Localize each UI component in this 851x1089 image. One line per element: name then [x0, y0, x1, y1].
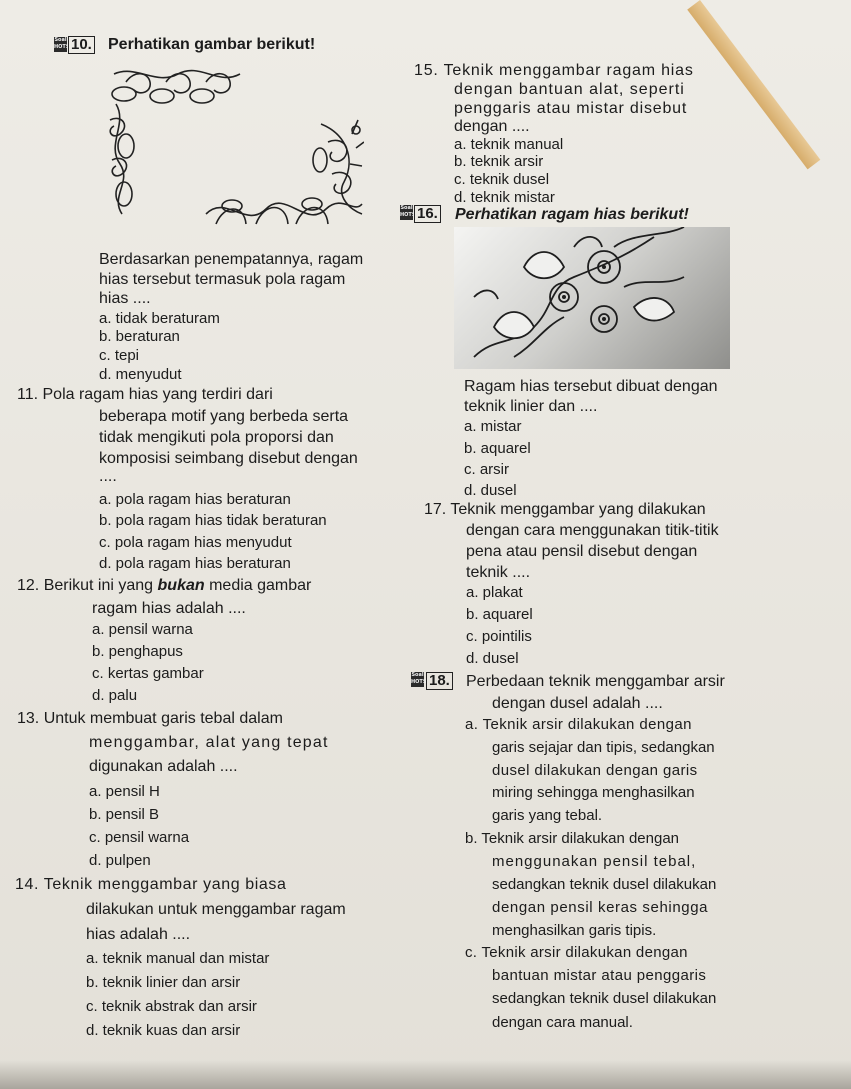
q18-prompt-line-1: Perbedaan teknik menggambar arsir: [466, 673, 725, 690]
q12-option-d[interactable]: d. palu: [92, 687, 138, 704]
q16-option-d[interactable]: d. dusel: [464, 482, 517, 499]
q13-option-a[interactable]: a. pensil H: [89, 783, 160, 800]
q18-option-c-line-3: sedangkan teknik dusel dilakukan: [492, 990, 717, 1007]
q10-option-b[interactable]: b. beraturan: [99, 328, 180, 345]
q15-text-line-2: dengan bantuan alat, seperti: [454, 81, 685, 98]
q18-option-a-line-2: garis sejajar dan tipis, sedangkan: [492, 739, 715, 756]
q17-option-d[interactable]: d. dusel: [466, 650, 519, 667]
q11-option-d[interactable]: d. pola ragam hias beraturan: [99, 555, 291, 572]
q18-option-a-line-1[interactable]: a. Teknik arsir dilakukan dengan: [465, 716, 692, 733]
q18-option-b-line-4: dengan pensil keras sehingga: [492, 899, 709, 916]
ornament-photo: [454, 227, 730, 369]
q18-option-c-line-1[interactable]: c. Teknik arsir dilakukan dengan: [465, 944, 688, 961]
q16-number: 16.: [414, 205, 441, 223]
q13-text-line-1: 13. Untuk membuat garis tebal dalam: [17, 710, 283, 727]
q16-option-b[interactable]: b. aquarel: [464, 440, 531, 457]
q10-text-line-3: hias ....: [99, 290, 151, 307]
q10-option-c[interactable]: c. tepi: [99, 347, 140, 364]
q14-option-d[interactable]: d. teknik kuas dan arsir: [86, 1022, 241, 1039]
q12-option-b[interactable]: b. penghapus: [92, 643, 183, 660]
q16-text-line-2: teknik linier dan ....: [464, 398, 598, 415]
q12-text-line-1: 12. Berikut ini yang bukan media gambar: [17, 577, 312, 594]
q18-option-b-line-5: menghasilkan garis tipis.: [492, 922, 657, 939]
q18-option-b-line-1[interactable]: b. Teknik arsir dilakukan dengan: [465, 830, 680, 847]
q11-text-line-2: beberapa motif yang berbeda serta: [99, 408, 349, 425]
q14-option-b[interactable]: b. teknik linier dan arsir: [86, 974, 241, 991]
corner-ornament-illustration: [106, 64, 364, 234]
q16-option-a[interactable]: a. mistar: [464, 418, 522, 435]
q10-option-a[interactable]: a. tidak beraturam: [99, 310, 220, 327]
q13-option-c[interactable]: c. pensil warna: [89, 829, 190, 846]
q11-text-line-5: ....: [99, 468, 117, 485]
q14-text-line-2: dilakukan untuk menggambar ragam: [86, 901, 346, 918]
q17-text-line-1: 17. Teknik menggambar yang dilakukan: [424, 501, 706, 518]
hots-badge-icon: Soal HOTS: [400, 205, 416, 218]
q18-number: 18.: [426, 672, 453, 690]
q14-text-line-3: hias adalah ....: [86, 926, 191, 943]
q13-option-b[interactable]: b. pensil B: [89, 806, 160, 823]
q17-option-c[interactable]: c. pointilis: [466, 628, 532, 645]
q11-option-b[interactable]: b. pola ragam hias tidak beraturan: [99, 512, 327, 529]
q15-text-line-4: dengan ....: [454, 118, 530, 135]
q10-text-line-2: hias tersebut termasuk pola ragam: [99, 271, 346, 288]
q17-text-line-2: dengan cara menggunakan titik-titik: [466, 522, 719, 539]
q15-option-c[interactable]: c. teknik dusel: [454, 171, 550, 188]
q18-option-c-line-4: dengan cara manual.: [492, 1014, 633, 1031]
hots-badge-icon: Soal HOTS: [411, 672, 427, 685]
pencil-object: [687, 0, 820, 169]
q12-option-a[interactable]: a. pensil warna: [92, 621, 193, 638]
page-bottom-shadow: [0, 1060, 851, 1089]
q14-option-c[interactable]: c. teknik abstrak dan arsir: [86, 998, 257, 1015]
q11-text-line-3: tidak mengikuti pola proporsi dan: [99, 429, 334, 446]
q16-option-c[interactable]: c. arsir: [464, 461, 509, 478]
q16-text-line-1: Ragam hias tersebut dibuat dengan: [464, 378, 718, 395]
q17-text-line-3: pena atau pensil disebut dengan: [466, 543, 698, 560]
q11-text-line-1: 11. Pola ragam hias yang terdiri dari: [17, 386, 273, 403]
q18-option-a-line-5: garis yang tebal.: [492, 807, 603, 824]
q11-option-a[interactable]: a. pola ragam hias beraturan: [99, 491, 291, 508]
q17-option-a[interactable]: a. plakat: [466, 584, 523, 601]
q17-option-b[interactable]: b. aquarel: [466, 606, 533, 623]
q12-option-c[interactable]: c. kertas gambar: [92, 665, 204, 682]
q16-prompt: Perhatikan ragam hias berikut!: [455, 206, 689, 223]
q18-prompt-line-2: dengan dusel adalah ....: [492, 695, 663, 712]
q10-prompt: Perhatikan gambar berikut!: [108, 36, 316, 53]
q12-emphasis: bukan: [157, 577, 205, 594]
q15-text-line-3: penggaris atau mistar disebut: [454, 100, 688, 117]
q10-text-line-1: Berdasarkan penempatannya, ragam: [99, 251, 364, 268]
q18-option-c-line-2: bantuan mistar atau penggaris: [492, 967, 707, 984]
q11-option-c[interactable]: c. pola ragam hias menyudut: [99, 534, 292, 551]
q17-text-line-4: teknik ....: [466, 564, 531, 581]
hots-badge-icon: Soal HOTS: [54, 37, 70, 50]
q15-text-line-1: 15. Teknik menggambar ragam hias: [414, 62, 694, 79]
q18-option-b-line-3: sedangkan teknik dusel dilakukan: [492, 876, 717, 893]
q13-option-d[interactable]: d. pulpen: [89, 852, 151, 869]
q15-option-b[interactable]: b. teknik arsir: [454, 153, 544, 170]
q14-option-a[interactable]: a. teknik manual dan mistar: [86, 950, 270, 967]
q15-option-d[interactable]: d. teknik mistar: [454, 189, 555, 206]
q18-option-b-line-2: menggunakan pensil tebal,: [492, 853, 697, 870]
q10-option-d[interactable]: d. menyudut: [99, 366, 182, 383]
q14-text-line-1: 14. Teknik menggambar yang biasa: [15, 876, 287, 893]
q13-text-line-3: digunakan adalah ....: [89, 758, 238, 775]
q13-text-line-2: menggambar, alat yang tepat: [89, 734, 329, 751]
q10-number: 10.: [68, 36, 95, 54]
q15-option-a[interactable]: a. teknik manual: [454, 136, 564, 153]
q18-option-a-line-4: miring sehingga menghasilkan: [492, 784, 695, 801]
q12-text-line-2: ragam hias adalah ....: [92, 600, 246, 617]
q11-text-line-4: komposisi seimbang disebut dengan: [99, 450, 358, 467]
q18-option-a-line-3: dusel dilakukan dengan garis: [492, 762, 698, 779]
